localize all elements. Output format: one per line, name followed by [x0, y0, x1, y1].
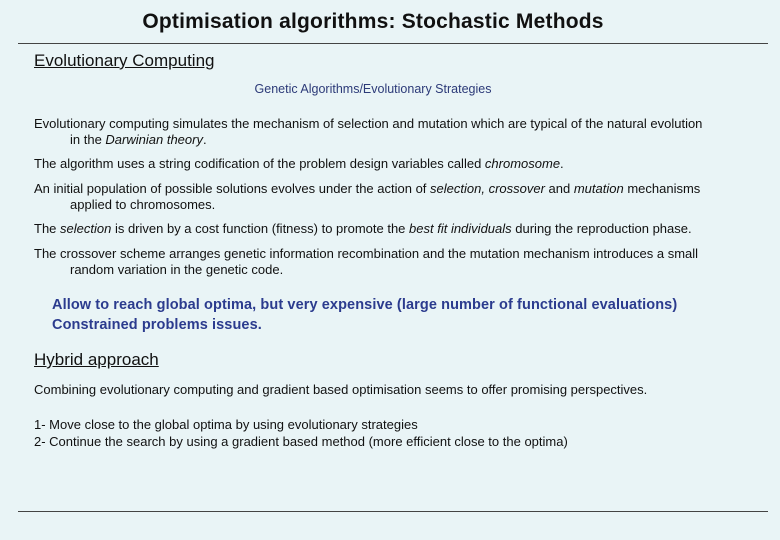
paragraph-line: Combining evolutionary computing and gradient based optimisation seems to offer promising perspectives. [34, 382, 648, 397]
paragraph-line [34, 132, 764, 148]
callout-line: Constrained problems issues. [52, 317, 262, 333]
bottom-divider [18, 511, 768, 512]
section-heading-evolutionary: Evolutionary Computing [34, 51, 215, 70]
paragraph-line [34, 156, 764, 172]
key-point-callout [52, 295, 772, 335]
emphasis-mutation: mutation [573, 181, 624, 196]
emphasis-chromosome: chromosome [484, 156, 561, 171]
section-heading-hybrid: Hybrid approach [34, 350, 159, 369]
emphasis-selection: selection [60, 221, 112, 236]
text-run: The algorithm uses a string codification of the problem design variables called [34, 156, 485, 171]
paragraph-crossover [34, 246, 764, 278]
paragraph-line: applied to chromosomes. [70, 197, 216, 212]
section-subtitle: Genetic Algorithms/Evolutionary Strategies [254, 82, 492, 96]
text-run: is driven by a cost function (fitness) to promote the [111, 221, 410, 236]
callout-line: Allow to reach global optima, but very expensive (large number of functional evaluations) [52, 297, 678, 313]
text-run: in the [70, 132, 106, 147]
list-item: 1- Move close to the global optima by using evolutionary strategies [34, 417, 418, 432]
text-run: The [34, 221, 61, 236]
text-run: . [202, 132, 207, 147]
paragraph-line: random variation in the genetic code. [70, 262, 284, 277]
text-run: mechanisms [623, 181, 701, 196]
paragraph-evolutionary-intro [34, 116, 764, 148]
paragraph-chromosome [34, 156, 764, 172]
paragraph-population [34, 181, 764, 213]
list-item: 2- Continue the search by using a gradient based method (more efficient close to the optima) [34, 434, 568, 449]
text-run: An initial population of possible solutions evolves under the action of [34, 181, 431, 196]
paragraph-selection [34, 221, 764, 237]
paragraph-line: The crossover scheme arranges genetic information recombination and the mutation mechanism introduces a small [34, 246, 699, 261]
text-run: and [544, 181, 574, 196]
paragraph-line [34, 181, 764, 197]
text-run: . [560, 156, 564, 171]
top-divider [18, 43, 768, 44]
emphasis-selection-crossover: selection, crossover [430, 181, 545, 196]
paragraph-line: Evolutionary computing simulates the mechanism of selection and mutation which are typical of the natural evolution [34, 116, 703, 131]
page-title: Optimisation algorithms: Stochastic Methods [142, 10, 604, 33]
emphasis-best-fit: best fit individuals [409, 221, 512, 236]
text-run: during the reproduction phase. [511, 221, 692, 236]
emphasis-darwinian-theory: Darwinian theory [105, 132, 203, 147]
hybrid-steps-list [34, 416, 764, 450]
paragraph-line [34, 221, 764, 237]
paragraph-hybrid-intro [34, 382, 764, 398]
